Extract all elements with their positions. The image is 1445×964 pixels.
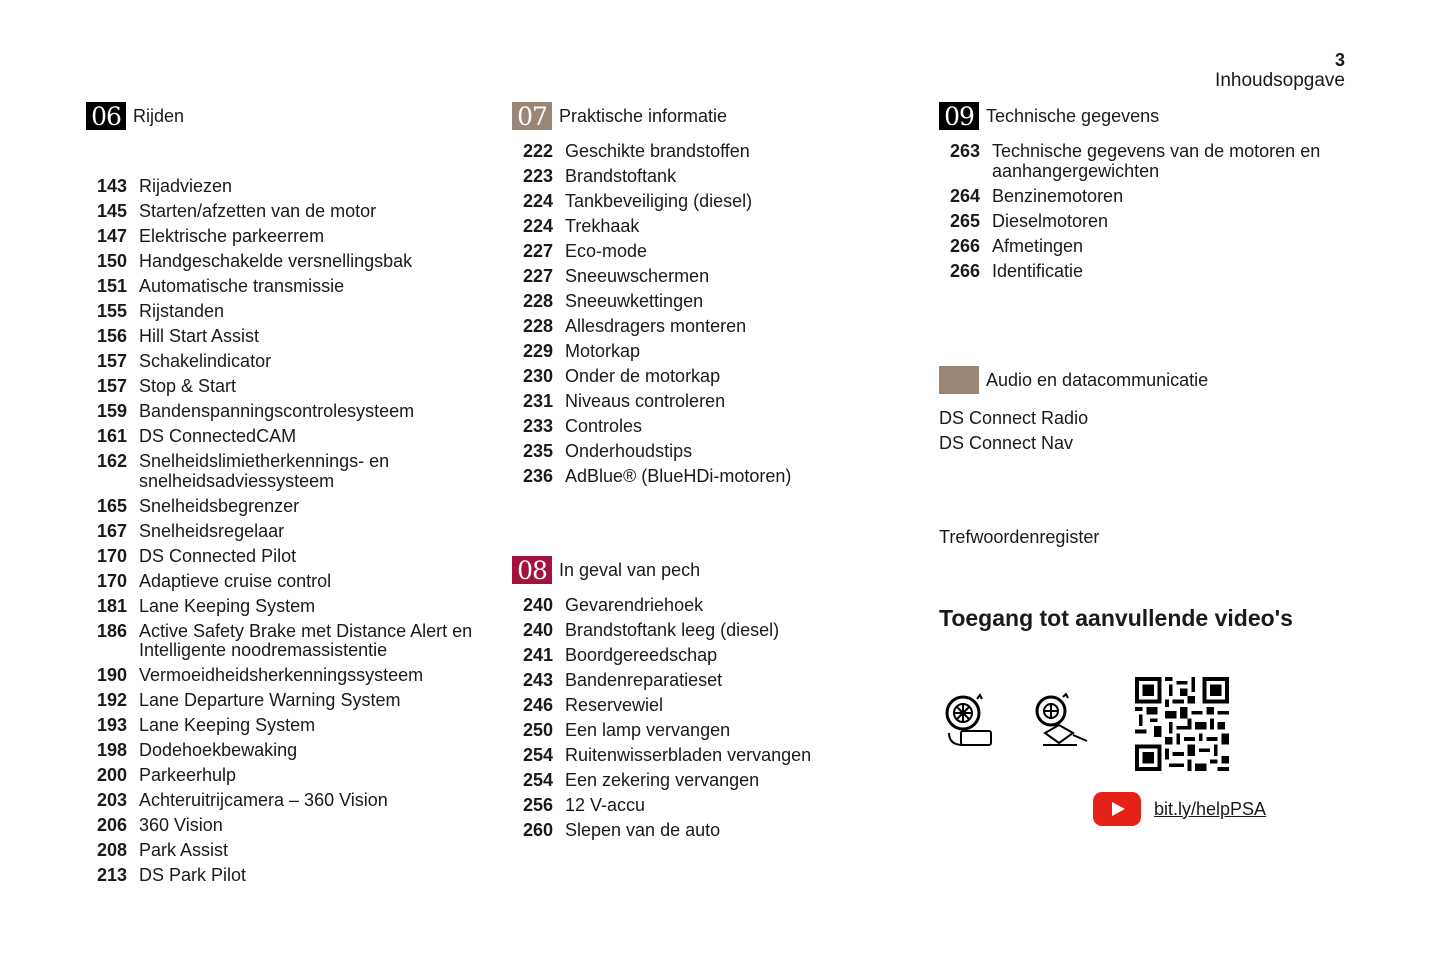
- section-badge: 07: [512, 102, 552, 130]
- page-number: 3: [1334, 50, 1345, 70]
- toc-entry-text: 360 Vision: [139, 815, 223, 835]
- toc-entry[interactable]: [512, 646, 912, 666]
- toc-entry[interactable]: [512, 671, 912, 691]
- toc-page-number: 155: [96, 301, 127, 321]
- toc-page-number: 143: [96, 176, 127, 196]
- toc-entry-text: Rijadviezen: [139, 176, 233, 196]
- toc-entry-text: Gevarendriehoek: [565, 595, 704, 615]
- toc-entry-text: Sneeuwkettingen: [565, 291, 704, 311]
- section-header: [939, 366, 1349, 394]
- toc-page-number: 230: [522, 366, 553, 386]
- toc-entry-text: Bandenreparatieset: [565, 670, 723, 690]
- toc-entry[interactable]: [512, 821, 912, 841]
- toc-page-number: 227: [522, 266, 553, 286]
- section-06: [86, 102, 486, 891]
- youtube-icon[interactable]: [1093, 792, 1141, 826]
- toc-page-number: 213: [96, 865, 127, 885]
- toc-page-number: 156: [96, 326, 127, 346]
- toc-entry[interactable]: [512, 721, 912, 741]
- toc-entry[interactable]: [86, 252, 486, 272]
- section-audio: [939, 366, 1349, 455]
- toc-entry[interactable]: [512, 392, 912, 412]
- toc-entry[interactable]: [512, 242, 912, 262]
- video-link[interactable]: bit.ly/helpPSA: [1154, 798, 1267, 819]
- toc-entry[interactable]: [86, 791, 486, 811]
- toc-page-number: 233: [522, 416, 553, 436]
- audio-item: DS Connect Nav: [939, 432, 1074, 453]
- toc-entry[interactable]: [86, 691, 486, 711]
- toc-page-number: 145: [96, 201, 127, 221]
- toc-entry-text: Lane Departure Warning System: [139, 690, 401, 710]
- toc-entry-text: Eco-mode: [565, 241, 648, 261]
- toc-entry[interactable]: [86, 866, 486, 886]
- toc-entry-text: Schakelindicator: [139, 351, 272, 371]
- toc-entry[interactable]: [86, 327, 486, 347]
- toc-entry-text: Snelheidsregelaar: [139, 520, 285, 541]
- toc-page-number: 222: [522, 141, 553, 161]
- toc-page-number: 264: [949, 185, 980, 206]
- toc-entry[interactable]: [86, 741, 486, 761]
- toc-page-number: 236: [522, 466, 553, 486]
- toc-entry[interactable]: [86, 816, 486, 836]
- toc-entry-text: Reservewiel: [565, 695, 664, 715]
- toc-entry-text: DS Connected Pilot: [139, 545, 297, 566]
- toc-entry[interactable]: [512, 217, 912, 237]
- toc-entry[interactable]: [512, 442, 912, 462]
- toc-entry-text: Dodehoekbewaking: [139, 740, 298, 760]
- toc-entry[interactable]: [86, 572, 486, 592]
- toc-entry-text: Niveaus controleren: [565, 391, 726, 411]
- toc-entry[interactable]: [86, 841, 486, 861]
- section-title: In geval van pech: [559, 559, 701, 580]
- toc-entry-text: Een zekering vervangen: [565, 770, 760, 790]
- toc-page-number: 208: [96, 840, 127, 860]
- toc-entry-text: Dieselmotoren: [992, 210, 1109, 231]
- toc-entry-text: Handgeschakelde versnellingsbak: [139, 251, 413, 271]
- toc-entry[interactable]: [512, 417, 912, 437]
- toc-entry[interactable]: [512, 292, 912, 312]
- toc-entry-text: Rijstanden: [139, 301, 225, 321]
- toc-page-number: 229: [522, 341, 553, 361]
- toc-entry[interactable]: [512, 621, 912, 641]
- toc-page-number: 228: [522, 291, 553, 311]
- toc-page-number: 192: [96, 690, 127, 710]
- toc-entry-text: Adaptieve cruise control: [139, 570, 332, 591]
- section-08: [512, 556, 912, 846]
- toc-page-number: 235: [522, 441, 553, 461]
- toc-entry-text: DS Park Pilot: [139, 865, 247, 885]
- toc-entry-text: Hill Start Assist: [139, 326, 260, 346]
- toc-page-number: 161: [96, 426, 127, 446]
- toc-entry-text: Afmetingen: [992, 235, 1084, 256]
- toc-page-number: 200: [96, 765, 127, 785]
- toc-list: [939, 142, 1349, 281]
- toc-page-number: 266: [949, 260, 980, 281]
- toc-page-number: 228: [522, 316, 553, 336]
- toc-entry-text: Trekhaak: [565, 216, 640, 236]
- toc-page-number: 224: [522, 191, 553, 211]
- toc-page-number: 181: [96, 595, 127, 616]
- toc-entry[interactable]: [86, 402, 486, 422]
- toc-entry[interactable]: [86, 377, 486, 397]
- toc-entry[interactable]: [86, 597, 486, 617]
- toc-page-number: 157: [96, 376, 127, 396]
- toc-entry-text: Geschikte brandstoffen: [565, 141, 750, 161]
- wheel-jack-icon: [1033, 693, 1089, 753]
- toc-page-number: 256: [522, 795, 553, 815]
- toc-page-number: 167: [96, 520, 127, 541]
- section-title: Rijden: [133, 105, 185, 126]
- toc-page-number: 241: [522, 645, 553, 665]
- qr-code-icon: [1135, 677, 1229, 771]
- toc-page-number: 203: [96, 790, 127, 810]
- toc-entry-text: 12 V-accu: [565, 795, 646, 815]
- toc-entry[interactable]: [86, 766, 486, 786]
- toc-entry[interactable]: [939, 262, 1349, 282]
- toc-entry-text: Allesdragers monteren: [565, 316, 747, 336]
- toc-entry[interactable]: [86, 227, 486, 247]
- section-title: Praktische informatie: [559, 105, 728, 126]
- toc-entry[interactable]: [86, 352, 486, 372]
- section-title: Audio en datacommunicatie: [986, 369, 1209, 390]
- toc-entry[interactable]: [86, 666, 486, 686]
- toc-page-number: 246: [522, 695, 553, 715]
- toc-entry[interactable]: [512, 596, 912, 616]
- toc-entry-text: Snelheidsbegrenzer: [139, 495, 300, 516]
- toc-entry[interactable]: [86, 716, 486, 736]
- video-title: Toegang tot aanvullende video's: [939, 605, 1293, 631]
- toc-entry[interactable]: [512, 342, 912, 362]
- toc-entry[interactable]: [86, 452, 486, 491]
- section-badge: 08: [512, 556, 552, 584]
- toc-entry-text: Lane Keeping System: [139, 715, 316, 735]
- page-header: [1215, 50, 1345, 92]
- toc-entry[interactable]: [86, 277, 486, 297]
- section-header: [86, 102, 486, 130]
- toc-entry-text: Active Safety Brake met Distance Alert en Intelligente noodremassistentie: [139, 620, 473, 660]
- toc-page-number: 223: [522, 166, 553, 186]
- toc-page-number: 224: [522, 216, 553, 236]
- toc-entry-text: Controles: [565, 416, 643, 436]
- toc-entry-text: Achteruitrijcamera – 360 Vision: [139, 790, 388, 810]
- toc-page-number: 151: [96, 276, 127, 296]
- toc-page-number: 254: [522, 745, 553, 765]
- toc-entry-text: Identificatie: [992, 260, 1084, 281]
- toc-entry[interactable]: [512, 467, 912, 487]
- audio-item: DS Connect Radio: [939, 408, 1089, 428]
- toc-entry-text: Vermoeidheidsherkenningssysteem: [139, 665, 424, 685]
- toc-entry-text: Bandenspanningscontrolesysteem: [139, 401, 415, 421]
- toc-entry[interactable]: [512, 142, 912, 162]
- toc-page-number: 159: [96, 401, 127, 421]
- toc-list: [512, 596, 912, 841]
- section-badge: [939, 366, 979, 394]
- section-header: [512, 102, 912, 130]
- index-label: Trefwoordenregister: [939, 527, 1100, 547]
- toc-entry[interactable]: [86, 522, 486, 542]
- section-header: [939, 102, 1349, 130]
- toc-entry-text: Stop & Start: [139, 376, 237, 396]
- section-09: [939, 102, 1349, 287]
- toc-page-number: 147: [96, 226, 127, 246]
- section-header: [512, 556, 912, 584]
- toc-entry[interactable]: [512, 796, 912, 816]
- toc-entry-text: AdBlue® (BlueHDi-motoren): [565, 466, 792, 486]
- toc-entry[interactable]: [512, 367, 912, 387]
- toc-page-number: 190: [96, 665, 127, 685]
- toc-page-number: 150: [96, 251, 127, 271]
- toc-entry-text: Parkeerhulp: [139, 765, 237, 785]
- toc-entry[interactable]: [86, 497, 486, 517]
- toc-entry-text: Technische gegevens van de motoren en aanhangergewichten: [992, 141, 1321, 181]
- toc-page-number: 227: [522, 241, 553, 261]
- toc-entry-text: Een lamp vervangen: [565, 720, 731, 740]
- toc-entry-text: Ruitenwisserbladen vervangen: [565, 745, 812, 765]
- toc-page-number: 266: [949, 235, 980, 256]
- toc-entry-text: Sneeuwschermen: [565, 266, 710, 286]
- section-07: [512, 102, 912, 492]
- toc-page-number: 206: [96, 815, 127, 835]
- toc-page-number: 263: [949, 141, 980, 161]
- toc-entry[interactable]: [86, 177, 486, 197]
- toc-page-number: 186: [96, 620, 127, 641]
- toc-entry[interactable]: [939, 187, 1349, 207]
- toc-entry-text: Starten/afzetten van de motor: [139, 201, 377, 221]
- section-badge: 06: [86, 102, 126, 130]
- toc-entry-text: Brandstoftank: [565, 166, 677, 186]
- toc-entry[interactable]: [939, 237, 1349, 257]
- toc-entry-text: Benzinemotoren: [992, 185, 1124, 206]
- toc-page-number: 250: [522, 720, 553, 740]
- toc-entry-text: Lane Keeping System: [139, 595, 316, 616]
- page-title: Inhoudsopgave: [1215, 70, 1345, 91]
- toc-entry-text: Motorkap: [565, 341, 641, 361]
- toc-entry[interactable]: [512, 746, 912, 766]
- toc-entry-text: Onder de motorkap: [565, 366, 721, 386]
- toc-entry[interactable]: [86, 302, 486, 322]
- wheel-repair-kit-icon: [941, 693, 997, 753]
- toc-page-number: 240: [522, 620, 553, 640]
- toc-entry[interactable]: [939, 212, 1349, 232]
- toc-entry-text: DS ConnectedCAM: [139, 426, 297, 446]
- toc-entry[interactable]: [86, 622, 486, 661]
- section-title: Technische gegevens: [986, 105, 1160, 126]
- section-badge: 09: [939, 102, 979, 130]
- toc-page-number: 260: [522, 820, 553, 840]
- toc-page-number: 157: [96, 351, 127, 371]
- toc-page-number: 240: [522, 595, 553, 615]
- toc-entry[interactable]: [512, 317, 912, 337]
- toc-entry[interactable]: [86, 427, 486, 447]
- toc-page-number: 162: [96, 451, 127, 471]
- toc-entry[interactable]: [512, 192, 912, 212]
- toc-page-number: 265: [949, 210, 980, 231]
- toc-entry[interactable]: [86, 202, 486, 222]
- toc-entry-text: Automatische transmissie: [139, 276, 345, 296]
- toc-page-number: 165: [96, 495, 127, 516]
- toc-entry-text: Onderhoudstips: [565, 441, 693, 461]
- video-link-row: [1093, 792, 1266, 826]
- toc-entry[interactable]: [512, 167, 912, 187]
- toc-page-number: 170: [96, 545, 127, 566]
- toc-entry-text: Snelheidslimietherkennings- en snelheidsadviessysteem: [139, 451, 390, 491]
- toc-entry[interactable]: [86, 547, 486, 567]
- toc-entry-text: Boordgereedschap: [565, 645, 718, 665]
- toc-entry[interactable]: [512, 771, 912, 791]
- toc-entry-text: Park Assist: [139, 840, 229, 860]
- toc-entry-text: Tankbeveiliging (diesel): [565, 191, 753, 211]
- toc-page-number: 193: [96, 715, 127, 735]
- audio-items: [939, 406, 1349, 455]
- toc-list: [86, 177, 486, 886]
- toc-entry-text: Brandstoftank leeg (diesel): [565, 620, 780, 640]
- toc-page-number: 231: [522, 391, 553, 411]
- toc-page-number: 254: [522, 770, 553, 790]
- toc-page-number: 198: [96, 740, 127, 760]
- toc-entry-text: Elektrische parkeerrem: [139, 226, 325, 246]
- toc-entry[interactable]: [512, 696, 912, 716]
- toc-entry[interactable]: [939, 142, 1349, 181]
- toc-page-number: 243: [522, 670, 553, 690]
- toc-list: [512, 142, 912, 487]
- toc-page-number: 170: [96, 570, 127, 591]
- toc-entry-text: Slepen van de auto: [565, 820, 721, 840]
- toc-entry[interactable]: [512, 267, 912, 287]
